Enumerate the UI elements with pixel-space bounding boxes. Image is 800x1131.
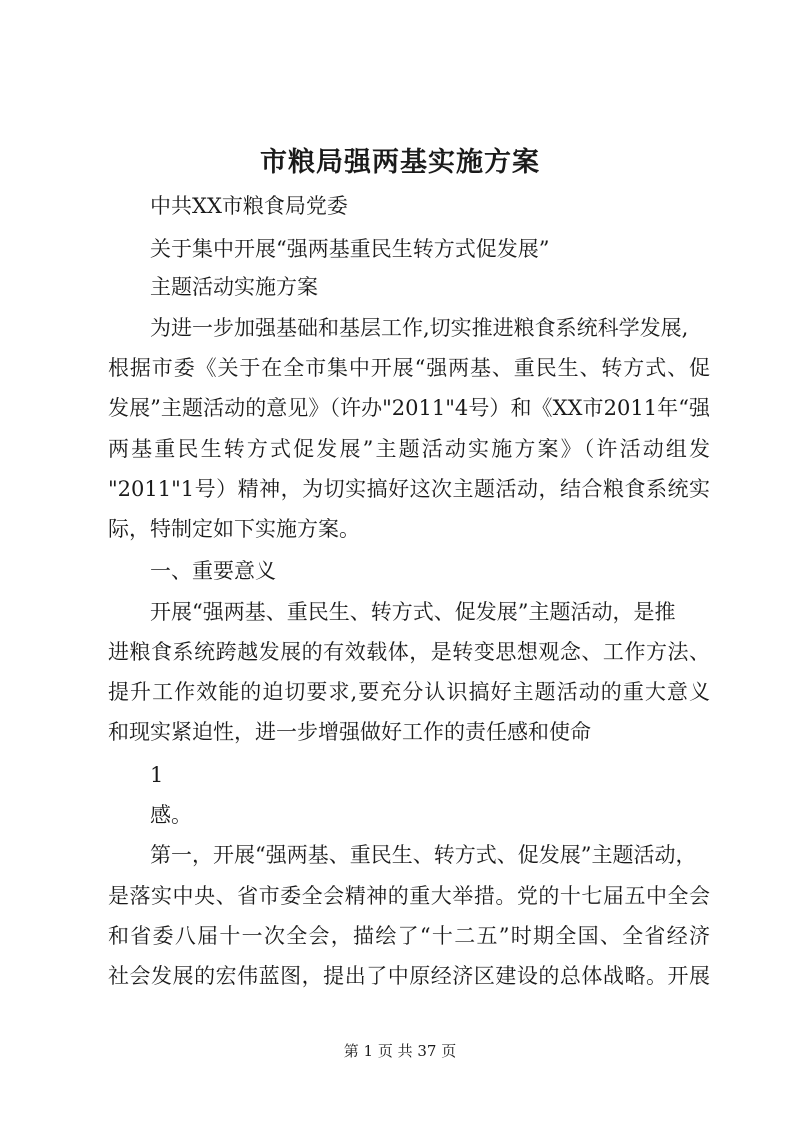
section1-line-1: 开展“强两基、重民生、转方式、促发展”主题活动，是推	[150, 600, 676, 624]
para2-line-4: 社会发展的宏伟蓝图，提出了中原经济区建设的总体战略。开展	[108, 964, 710, 988]
intro-line-5: "2011"1号）精神，为切实搞好这次主题活动，结合粮食系统实	[108, 477, 710, 501]
para2-line-1: 第一，开展“强两基、重民生、转方式、促发展”主题活动，	[150, 843, 697, 867]
section1-line-4: 和现实紧迫性，进一步增强做好工作的责任感和使命	[108, 720, 591, 744]
section1-line-2: 进粮食系统跨越发展的有效载体，是转变思想观念、工作方法、	[108, 640, 710, 664]
para2-line-2: 是落实中央、省市委全会精神的重大举措。党的十七届五中全会	[108, 884, 710, 908]
section-heading: 一、重要意义	[150, 559, 276, 583]
subject-line-1: 关于集中开展“强两基重民生转方式促发展”	[150, 237, 550, 261]
page-footer: 第 1 页 共 37 页	[343, 1042, 457, 1060]
document-title: 市粮局强两基实施方案	[260, 147, 540, 178]
page-marker: 1	[150, 763, 164, 787]
continuation-text: 感。	[150, 803, 192, 827]
issuer-line: 中共XX市粮食局党委	[150, 194, 348, 218]
intro-line-6: 际，特制定如下实施方案。	[108, 517, 360, 541]
section1-line-3: 提升工作效能的迫切要求,要充分认识搞好主题活动的重大意义	[108, 680, 710, 704]
intro-line-1: 为进一步加强基础和基层工作,切实推进粮食系统科学发展,	[150, 316, 689, 340]
subject-line-2: 主题活动实施方案	[150, 275, 318, 299]
intro-line-2: 根据市委《关于在全市集中开展“强两基、重民生、转方式、促	[108, 356, 710, 380]
intro-line-4: 两基重民生转方式促发展”主题活动实施方案》（许活动组发	[108, 437, 710, 461]
para2-line-3: 和省委八届十一次全会，描绘了“十二五”时期全国、全省经济	[108, 924, 710, 948]
intro-line-3: 发展”主题活动的意见》（许办"2011"4号）和《XX市2011年“强	[108, 396, 710, 420]
